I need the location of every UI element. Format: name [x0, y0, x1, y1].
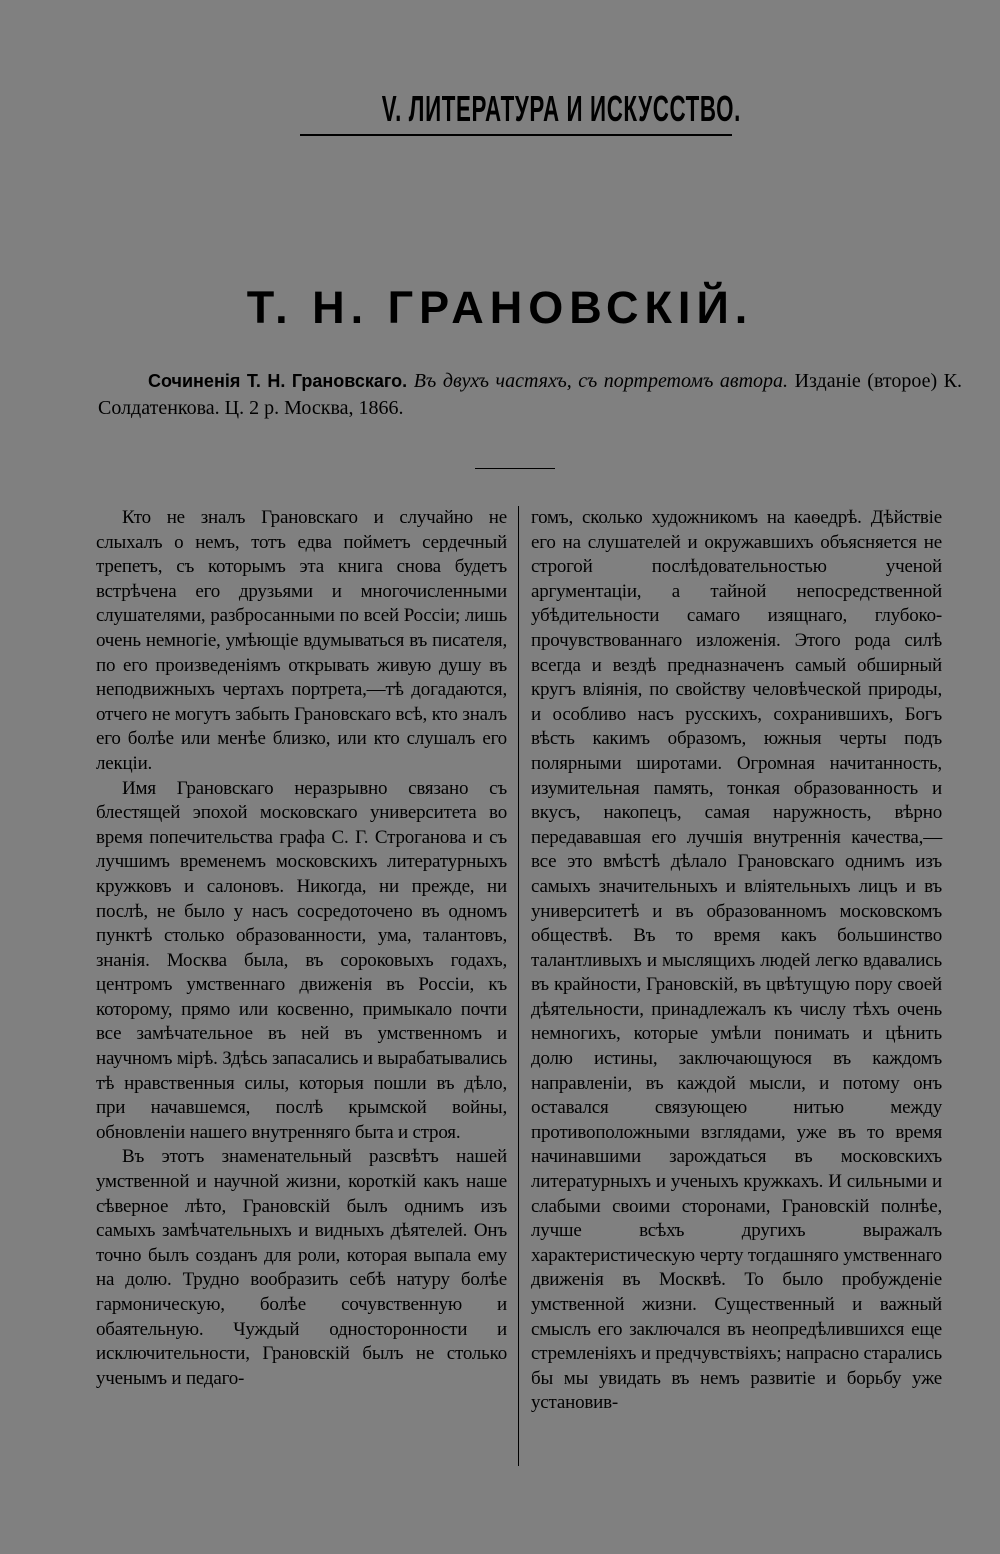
paragraph: Имя Грановскаго неразрывно связано съ блестящей эпохой московскаго университета во время попечительства графа С. Г. Строганова и съ лучшимъ временемъ московскихъ литературныхъ кружковъ и салоновъ. Никогда, ни прежде, ни послѣ, не было у насъ сосредоточено въ одномъ пунктѣ столько образованности, ума, талантовъ, знанія. Москва была, въ сороковыхъ годахъ, центромъ умственнаго движенія въ Россіи, къ которому, прямо или косвенно, примыкало почти все замѣчательное въ ней въ умственномъ и научномъ мірѣ. Здѣсь запасались и вырабатывались тѣ нравственныя силы, которыя пошли въ дѣло, при начавшемся, послѣ крымской войны, обновленіи нашего внутренняго быта и строя.	[96, 777, 507, 1143]
paragraph: Въ этотъ знаменательный разсвѣтъ нашей умственной и научной жизни, короткій какъ наше сѣверное лѣто, Грановскій былъ однимъ изъ самыхъ замѣчательныхъ и видныхъ дѣятелей. Онъ точно былъ созданъ для роли, которая выпала ему на долю. Трудно вообразить себѣ натуру болѣе гармоническую, болѣе сочувственную и обаятельную. Чуждый односторонности и исключительности, Грановскій былъ не столько ученымъ и педаго-	[96, 1146, 507, 1389]
citation-author: Сочиненія Т. Н. Грановскаго.	[148, 371, 408, 391]
separator-rule	[475, 468, 555, 469]
paragraph: Кто не зналъ Грановскаго и случайно не слыхалъ о немъ, тотъ едва пойметъ сердечный трепетъ, съ которымъ эта книга снова будетъ встрѣчена его друзьями и многочисленными слушателями, разбросанными по всей Россіи; лишь очень немногіе, умѣющіе вдумываться въ писателя, по его произведеніямъ открывать живую душу въ неподвижныхъ чертахъ портрета,—тѣ догадаются, отчего не могутъ забыть Грановскаго всѣ, кто зналъ его болѣе или менѣе близко, или кто слушалъ его лекціи.	[96, 507, 507, 774]
article-title: Т. Н. ГРАНОВСКІЙ.	[246, 282, 754, 333]
paragraph: гомъ, сколько художникомъ на каѳедрѣ. Дѣйствіе его на слушателей и окружавшихъ объясняется не строгой послѣдовательностью ученой аргументаціи, а тайной непосредственной убѣдительности самаго изящнаго, глубоко-прочувствованнаго изложенія. Этого рода силѣ всегда и вездѣ предназначенъ самый обширный кругъ вліянія, по свойству человѣческой природы, и особливо насъ русскихъ, сохранившихъ, Богъ вѣсть какимъ образомъ, южныя черты подъ полярными широтами. Огромная начитанность, изумительная память, тонкая образованность и вкусъ, накопецъ, самая наружность, вѣрно передававшая его лучшія внутреннія качества,—все это вмѣстѣ дѣлало Грановскаго однимъ изъ самыхъ значительныхъ и вліятельныхъ лицъ и въ университетѣ и въ образованномъ московскомъ обществѣ. Въ то время какъ большинство талантливыхъ и мыслящихъ людей легко вдавались въ крайности, Грановскій, въ цвѣтущую пору своей дѣятельности, принадлежалъ къ числу тѣхъ очень немногихъ, которые умѣли понимать и цѣнить долю истины, заключающуюся въ каждомъ направленіи, въ каждой мысли, и потому онъ оставался связующею нитью между противоположными взглядами, уже въ то время начинавшими зарождаться въ московскихъ литературныхъ и ученыхъ кружкахъ. И сильными и слабыми своими сторонами, Грановскій полнѣе, лучше всѣхъ другихъ выражалъ характеристическую черту тогдашняго умственнаго движенія въ Москвѣ. То было пробужденіе умственной жизни. Существенный и важный смыслъ его заключался въ неопредѣлившихся еще стремленіяхъ и предчувствіяхъ; напрасно старались бы мы увидать въ немъ развитіе и борьбу уже установив-	[531, 507, 942, 1414]
section-heading: V. ЛИТЕРАТУРА И ИСКУССТВО.	[381, 88, 741, 129]
citation-italic: Въ двухъ частяхъ, съ портретомъ автора.	[413, 370, 789, 392]
column-divider	[518, 506, 519, 1466]
citation-publisher: Изданіе (второе) К. Солдатенкова. Ц. 2 р. Москва, 1866.	[98, 370, 963, 419]
citation	[98, 368, 962, 422]
left-column	[96, 506, 507, 1391]
section-underline	[300, 134, 732, 136]
right-column	[531, 506, 942, 1416]
